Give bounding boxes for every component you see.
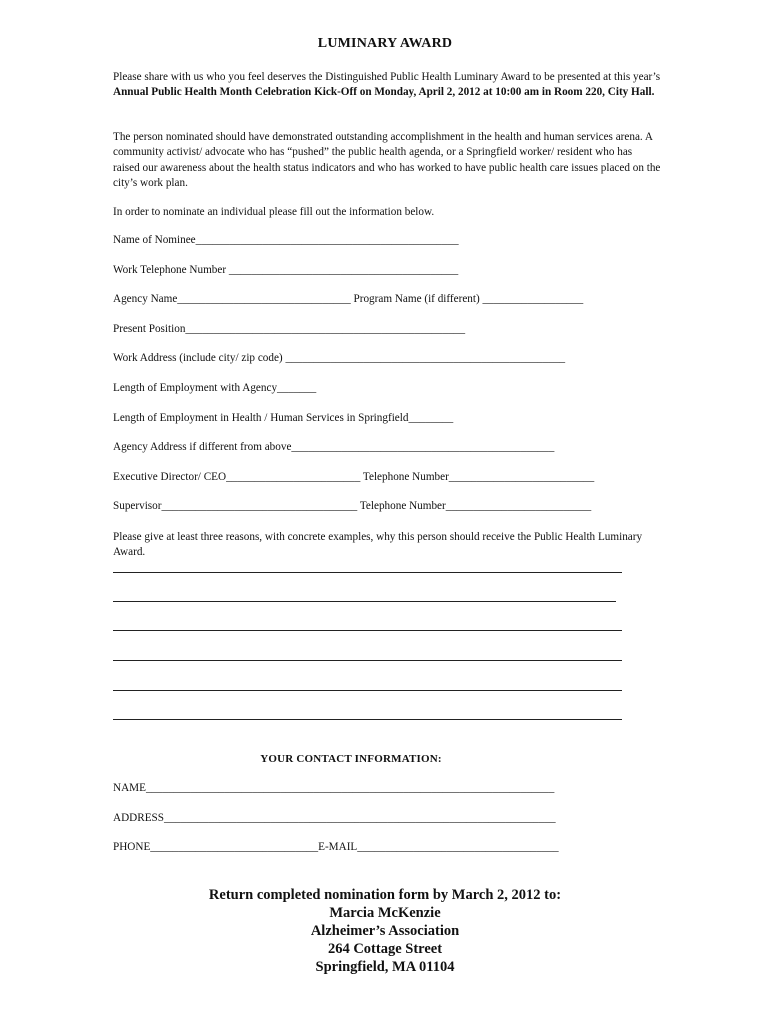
agency-program-field[interactable]: Agency Name_______________________________ Program Name (if different) __________________ bbox=[113, 293, 584, 305]
agency-address-field[interactable]: Agency Address if different from above_______________________________________________ bbox=[113, 441, 555, 453]
intro-text: Please share with us who you feel deserves the Distinguished Public Health Luminary Award to be presented at this year’s bbox=[113, 71, 661, 83]
return-organization: Alzheimer’s Association bbox=[310, 923, 460, 939]
contact-address-field[interactable]: ADDRESS______________________________________________________________________ bbox=[113, 812, 556, 824]
reason-line-6[interactable] bbox=[113, 719, 622, 720]
supervisor-field[interactable]: Supervisor___________________________________ Telephone Number__________________________ bbox=[113, 500, 592, 512]
instruction-text: In order to nominate an individual please fill out the information below. bbox=[113, 206, 435, 218]
reason-line-5[interactable] bbox=[113, 690, 622, 691]
return-city-zip: Springfield, MA 01104 bbox=[315, 959, 455, 975]
contact-info-heading bbox=[0, 753, 770, 765]
reason-line-2[interactable] bbox=[113, 601, 616, 602]
nominee-name-field[interactable]: Name of Nominee_______________________________________________ bbox=[113, 234, 459, 246]
reason-line-4[interactable] bbox=[113, 660, 622, 661]
intro-event-details: Annual Public Health Month Celebration Kick-Off on Monday, April 2, 2012 at 10:00 am in Room 220, City Hall. bbox=[113, 86, 655, 99]
contact-name-field[interactable]: NAME_________________________________________________________________________ bbox=[113, 782, 555, 794]
reason-line-3[interactable] bbox=[113, 630, 622, 631]
executive-director-field[interactable]: Executive Director/ CEO________________________ Telephone Number__________________________ bbox=[113, 471, 595, 483]
nominee-criteria-paragraph: The person nominated should have demonstrated outstanding accomplishment in the health and human services arena. A community activist/ advocate who has “pushed” the public health agenda, or a Springfield worker/ resident who has raised our awareness about the health status indicators and who has worked to have public health care issues placed on the city’s work plan. bbox=[113, 131, 661, 189]
reason-line-1[interactable] bbox=[113, 572, 622, 573]
length-employment-health-field[interactable]: Length of Employment in Health / Human Services in Springfield________ bbox=[113, 412, 454, 424]
work-telephone-field[interactable]: Work Telephone Number _________________________________________ bbox=[113, 264, 459, 276]
length-employment-agency-field[interactable]: Length of Employment with Agency_______ bbox=[113, 382, 317, 394]
return-instruction: Return completed nomination form by March 2, 2012 to: bbox=[208, 887, 562, 903]
contact-info-heading-text: YOUR CONTACT INFORMATION: bbox=[260, 753, 442, 765]
return-contact-name: Marcia McKenzie bbox=[329, 905, 441, 921]
form-title: LUMINARY AWARD bbox=[317, 36, 453, 51]
intro-paragraph bbox=[113, 70, 661, 101]
return-street: 264 Cottage Street bbox=[327, 941, 443, 957]
contact-phone-email-field[interactable]: PHONE______________________________E-MAIL____________________________________ bbox=[113, 841, 559, 853]
work-address-field[interactable]: Work Address (include city/ zip code) __________________________________________________ bbox=[113, 352, 566, 364]
present-position-field[interactable]: Present Position__________________________________________________ bbox=[113, 323, 466, 335]
reasons-prompt: Please give at least three reasons, with concrete examples, why this person should receive the Public Health Luminary Award. bbox=[113, 531, 643, 559]
